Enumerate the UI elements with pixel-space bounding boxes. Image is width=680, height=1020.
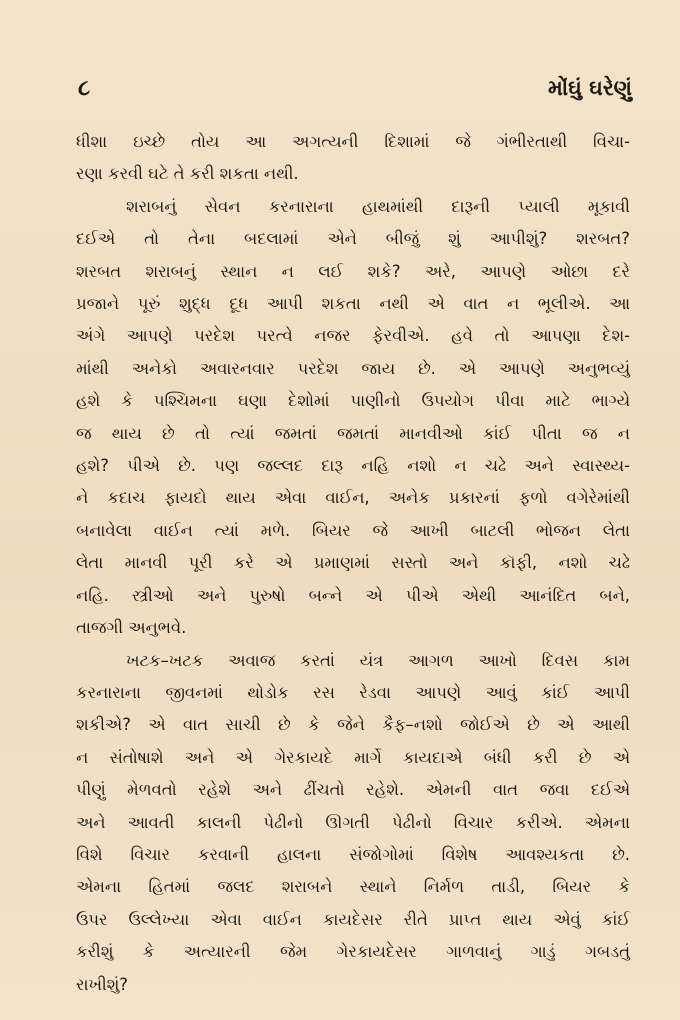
text-line: તાજગી અનુભવે. bbox=[76, 618, 187, 638]
paragraph bbox=[76, 126, 630, 191]
text-line: પ્રજાને પૂરું શુદ્ધ દૂધ આપી શકતા નથી એ વાત ન ભૂલીએ. આ bbox=[76, 294, 630, 314]
text-line: ન સંતોષાશે અને એ ગેરકાયદે માર્ગે કાયદાએ બંધી કરી છે એ bbox=[76, 747, 630, 767]
text-line: અંગે આપણે પરદેશ પરત્વે નજર ફેરવીએ. હવે તો આપણા દેશ- bbox=[76, 326, 630, 346]
text-line: નહિ. સ્ત્રીઓ અને પુરુષો બન્ને એ પીએ એથી આનંદિત બને, bbox=[76, 585, 630, 605]
text-line: એમના હિતમાં જલદ શરાબને સ્થાને નિર્મળ તાડી, બિયર કે bbox=[76, 877, 630, 897]
paragraph bbox=[76, 645, 630, 1001]
text-line: કરનારાના જીવનમાં થોડોક રસ રેડવા આપણે આવું કાંઈ આપી bbox=[76, 682, 630, 702]
running-title: મોંઘું ઘરેણું bbox=[548, 76, 632, 100]
text-line: ખટક–ખટક અવાજ કરતાં યંત્ર આગળ આખો દિવસ કામ bbox=[126, 650, 630, 670]
page-number: ૮ bbox=[78, 76, 91, 101]
text-line: હશે કે પશ્ચિમના ઘણા દેશોમાં પાણીનો ઉપયોગ પીવા માટે ભાગ્યે bbox=[76, 391, 630, 411]
text-line: હશે? પીએ છે. પણ જલ્લદ દારૂ નહિ નશો ન ચઢે અને સ્વાસ્થ્ય- bbox=[76, 456, 630, 476]
text-line: શરાબનું સેવન કરનારાના હાથમાંથી દારૂની પ્યાલી મૂકાવી bbox=[126, 196, 630, 216]
text-line: ઉપર ઉલ્લેખ્યા એવા વાઈન કાયદેસર રીતે પ્રાપ્ત થાય એવું કાંઈ bbox=[76, 909, 630, 929]
text-line: વિશે વિચાર કરવાની હાલના સંજોગોમાં વિશેષ આવશ્યકતા છે. bbox=[76, 844, 630, 864]
text-line: રાખીશું? bbox=[76, 974, 128, 994]
text-line: લેતા માનવી પૂરી કરે એ પ્રમાણમાં સસ્તો અને કૉફી, નશો ચઢે bbox=[76, 553, 630, 573]
text-line: જ થાય છે તો ત્યાં જમતાં જમતાં માનવીઓ કાંઈ પીતા જ ન bbox=[76, 423, 630, 443]
text-line: ને કદાચ ફાયદો થાય એવા વાઈન, અનેક પ્રકારનાં ફળો વગેરેમાંથી bbox=[76, 488, 630, 508]
text-line: શરબત શરાબનું સ્થાન ન લઈ શકે? અરે, આપણે ઓછા દરે bbox=[76, 261, 630, 281]
text-line: કરીશું કે અત્યારની જેમ ગેરકાયદેસર ગાળવાનું ગાડું ગબડતું bbox=[76, 942, 630, 962]
text-line: શકીએ? એ વાત સાચી છે કે જેને કૈફ–નશો જોઈએ છે એ આથી bbox=[76, 715, 630, 735]
text-line: દઈએ તો તેના બદલામાં એને બીજું શું આપીશું? શરબત? bbox=[76, 229, 630, 249]
text-line: ધીશા ઇચ્છે તોય આ અગત્યની દિશામાં જે ગંભીરતાથી વિચા- bbox=[76, 132, 630, 151]
body-text bbox=[76, 126, 630, 1001]
text-line: માંથી અનેકો અવારનવાર પરદેશ જાય છે. એ આપણે અનુભવ્યું bbox=[76, 358, 630, 378]
paragraph bbox=[76, 191, 630, 645]
text-line: બનાવેલા વાઈન ત્યાં મળે. બિયર જે આખી બાટલી ભોજન લેતા bbox=[76, 520, 630, 540]
text-line: અને આવતી કાલની પેઢીનો ઊગતી પેઢીનો વિચાર કરીએ. એમના bbox=[76, 812, 630, 832]
text-line: પીણું મેળવતો રહેશે અને ઢીંચતો રહેશે. એમની વાત જવા દઈએ bbox=[76, 780, 630, 800]
page-header bbox=[78, 76, 632, 101]
text-line: રણા કરવી ઘટે તે કરી શકતા નથી. bbox=[76, 164, 299, 184]
